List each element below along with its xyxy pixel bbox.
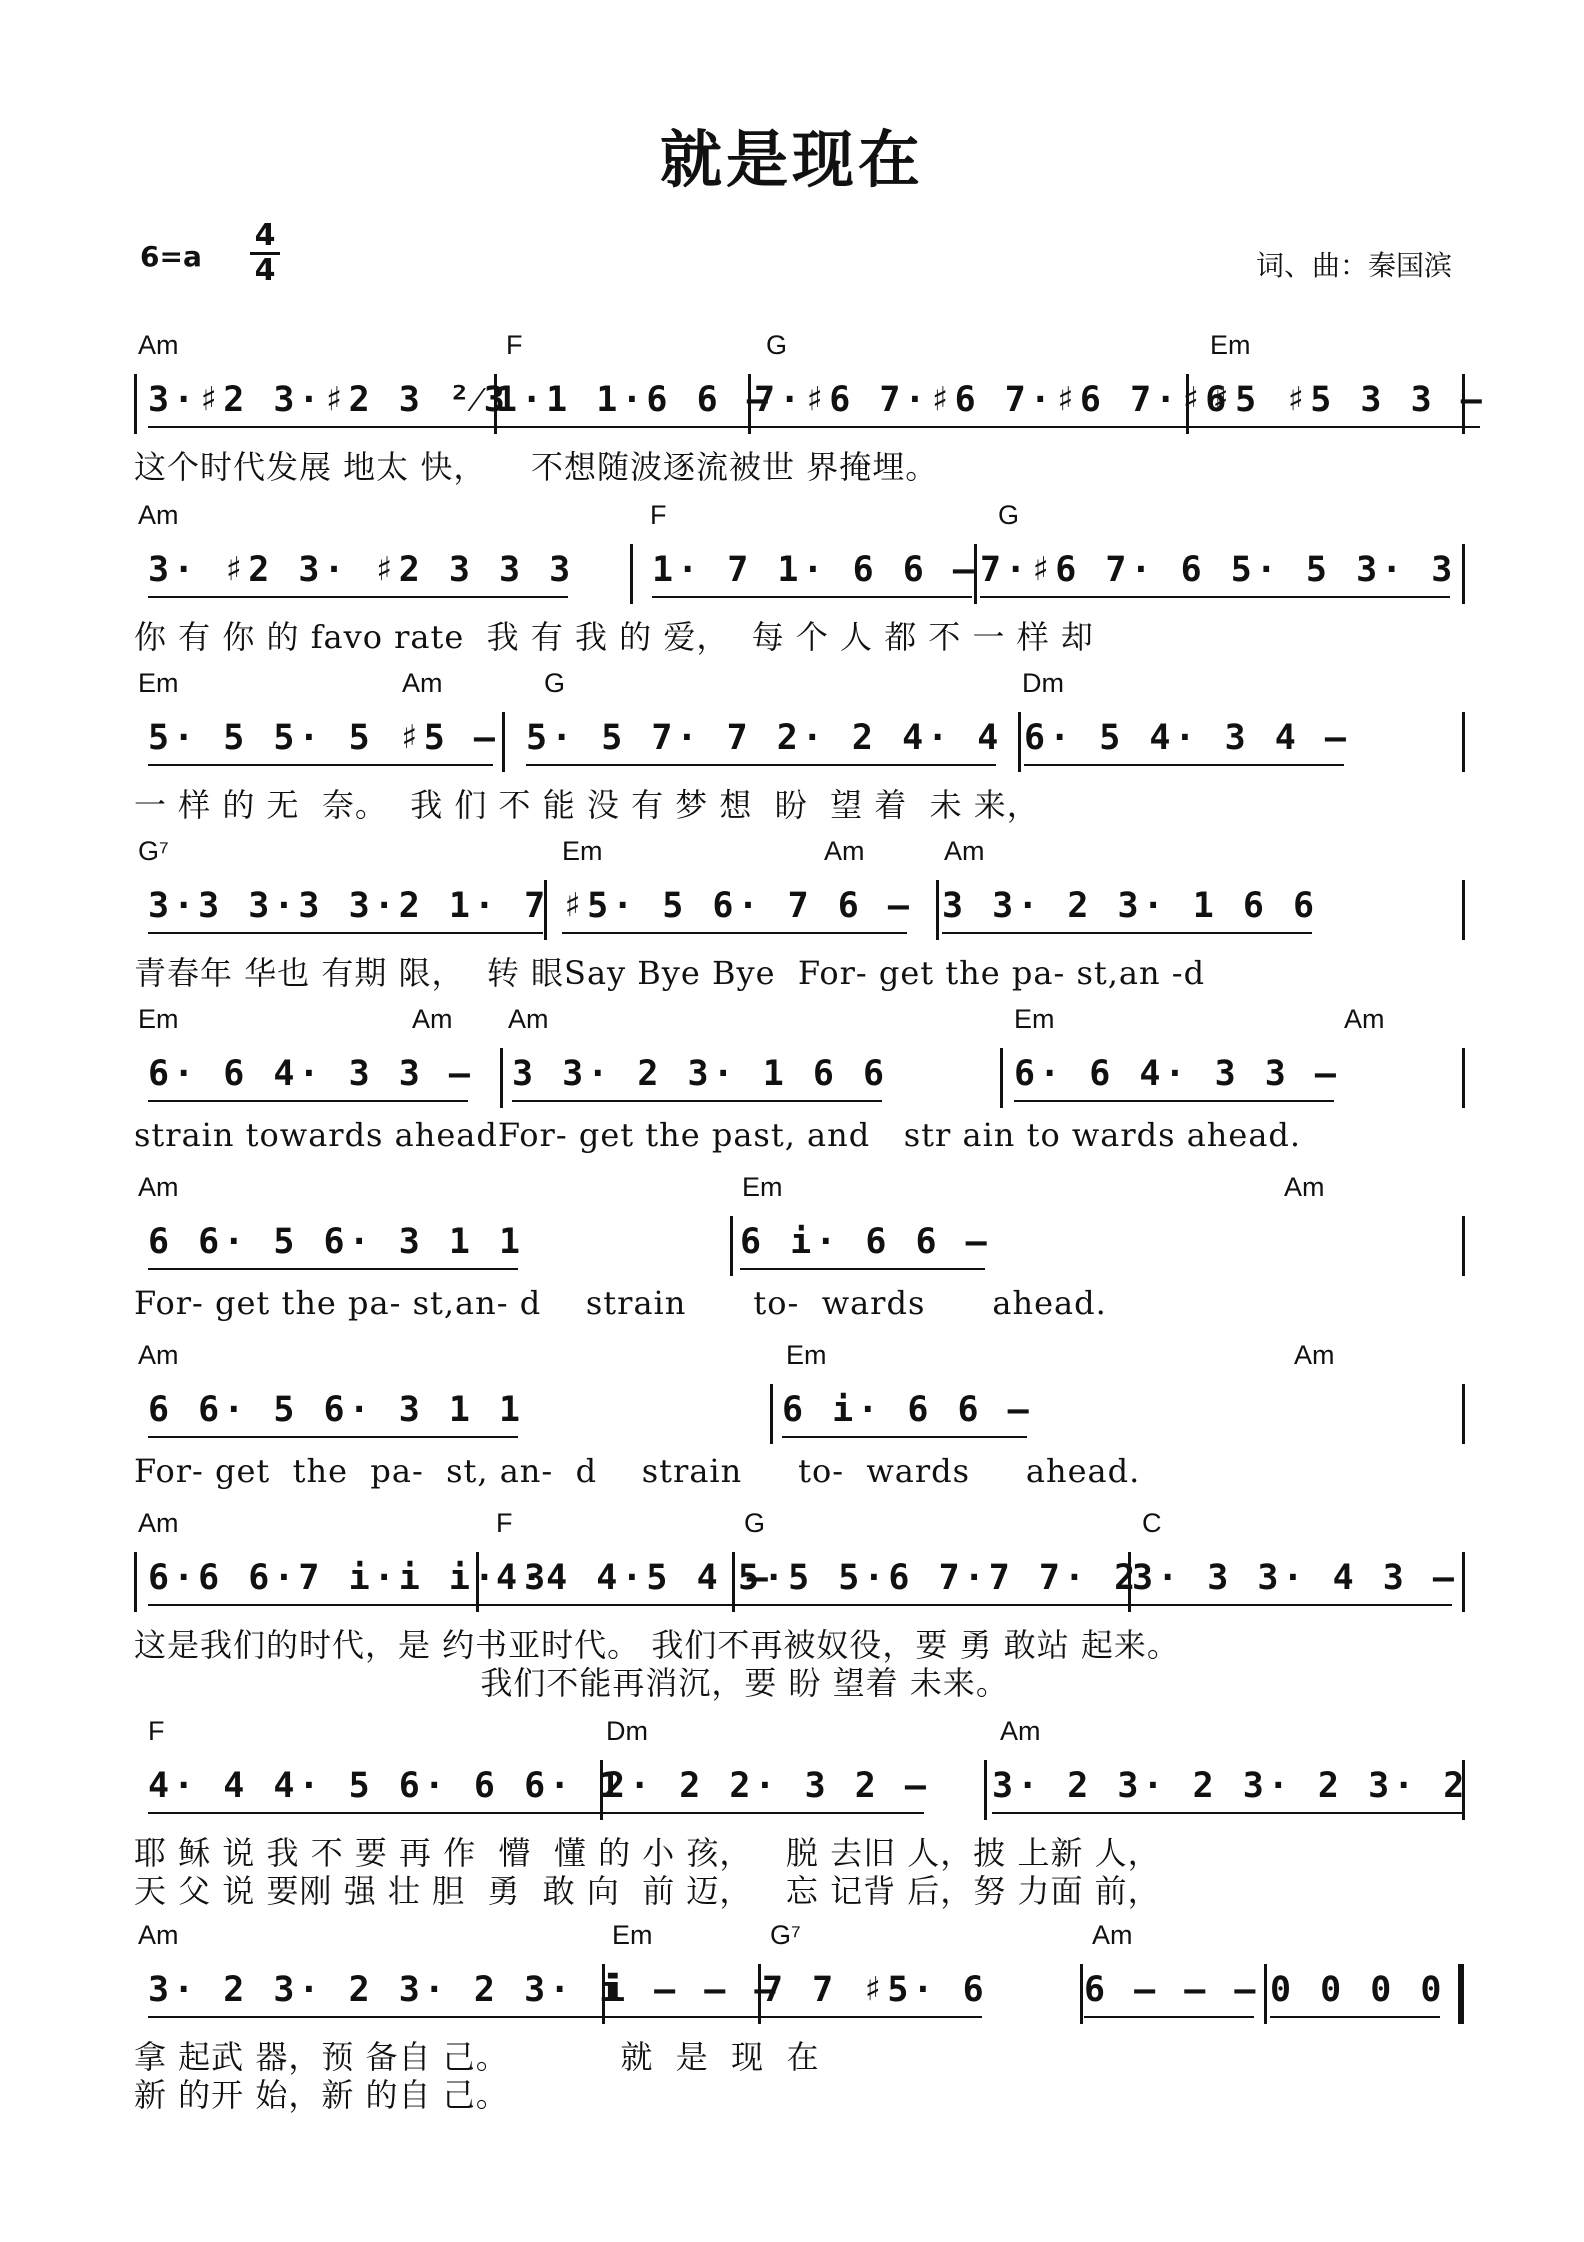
underline-beam <box>148 932 543 934</box>
measure-notes: 6 6· 5 6· 3 1 1 <box>148 1390 524 1430</box>
chord-row <box>134 1508 1464 1544</box>
chord-symbol: Am <box>944 836 985 866</box>
barline <box>730 1216 733 1276</box>
chord-row <box>134 668 1464 704</box>
chord-row <box>134 1340 1464 1376</box>
measure-notes: 7 7 ♯5· 6 <box>762 1970 988 2010</box>
underline-beam <box>496 1604 766 1606</box>
barline <box>758 1964 761 2024</box>
chord-row <box>134 1716 1464 1752</box>
lyrics-line-1: 拿 起武 器，预 备自 己。 就 是 现 在 <box>134 2038 820 2076</box>
notation-row <box>134 1964 1464 2024</box>
underline-beam <box>604 1812 924 1814</box>
barline <box>770 1384 773 1444</box>
lyrics-line-1: 耶 稣 说 我 不 要 再 作 懵 懂 的 小 孩， 脱 去旧 人，披 上新 人， <box>134 1834 1161 1872</box>
underline-beam <box>148 596 568 598</box>
chord-symbol: Am <box>138 330 179 360</box>
barline <box>1000 1048 1003 1108</box>
chord-symbol: G <box>544 668 566 698</box>
underline-beam <box>148 426 503 428</box>
underline-beam <box>148 1812 618 1814</box>
underline-beam <box>980 596 1450 598</box>
measure-notes: 6 i· 6 6 – <box>740 1222 991 1262</box>
measure-notes: 6 i· 6 6 – <box>782 1390 1033 1430</box>
lyrics-line-2: 新 的开 始，新 的自 己。 <box>134 2076 509 2114</box>
chord-symbol: Am <box>824 836 865 866</box>
lyrics-line-1: For- get the pa- st,an- d strain to- wards ahead. <box>134 1284 1107 1322</box>
score-system <box>134 668 1464 836</box>
barline <box>1462 544 1465 604</box>
measure-notes: 5·5 5·6 7·7 7· 2 <box>738 1558 1139 1598</box>
measure-notes: 3· ♯2 3· ♯2 3 3 3 <box>148 550 574 590</box>
barline <box>502 712 505 772</box>
underline-beam <box>782 1436 1027 1438</box>
lyrics-line-1: 你 有 你 的 favo rate 我 有 我 的 爱， 每 个 人 都 不 一 样 却 <box>134 618 1094 656</box>
measure-notes: 5· 5 5· 5 ♯5 – <box>148 718 499 758</box>
notation-row <box>134 1384 1464 1444</box>
chord-symbol: Am <box>138 1172 179 1202</box>
measure-notes: 5· 5 7· 7 2· 2 4· 4 <box>526 718 1002 758</box>
measure-notes: 2· 2 2· 3 2 – <box>604 1766 930 1806</box>
measure-notes: 6· 6 4· 3 3 – <box>1014 1054 1340 1094</box>
underline-beam <box>1084 2016 1254 2018</box>
chord-row <box>134 330 1464 366</box>
chord-symbol: G⁷ <box>770 1920 801 1950</box>
chord-symbol: F <box>496 1508 513 1538</box>
chord-symbol: Em <box>1014 1004 1055 1034</box>
notation-row <box>134 1552 1464 1612</box>
score-system <box>134 1340 1464 1508</box>
barline <box>936 880 939 940</box>
lyrics-line-1: 这个时代发展 地太 快， 不想随波逐流被世 界掩埋。 <box>134 448 939 486</box>
chord-symbol: Am <box>402 668 443 698</box>
chord-symbol: Am <box>1344 1004 1385 1034</box>
measure-notes: 6· 5 4· 3 4 – <box>1024 718 1350 758</box>
barline <box>732 1552 735 1612</box>
barline <box>1462 1552 1465 1612</box>
score-system <box>134 1172 1464 1340</box>
notation-row <box>134 544 1464 604</box>
barline <box>1264 1964 1267 2024</box>
measure-notes: 3· 3 3· 4 3 – <box>1132 1558 1458 1598</box>
song-title: 就是现在 <box>659 123 924 196</box>
underline-beam <box>562 932 907 934</box>
chord-symbol: Am <box>138 1920 179 1950</box>
underline-beam <box>148 1268 518 1270</box>
measure-notes: 7·♯6 7·♯6 7·♯6 7·♯6 <box>754 380 1230 420</box>
underline-beam <box>526 764 996 766</box>
chord-symbol: Em <box>1210 330 1251 360</box>
measure-notes: ♯5 ♯5 3 3 – <box>1210 380 1486 420</box>
measure-notes: 7·♯6 7· 6 5· 5 3· 3 <box>980 550 1456 590</box>
underline-beam <box>1270 2016 1440 2018</box>
measure-notes: 3·♯2 3·♯2 3 ²⁄3 <box>148 380 509 420</box>
score-system <box>134 1920 1464 2114</box>
measure-notes: 6·6 6·7 i·i i· 3 <box>148 1558 549 1598</box>
measure-notes: 4· 4 4· 5 6· 6 6· 1 <box>148 1766 624 1806</box>
composer-credit: 词、曲：秦国滨 <box>1255 249 1452 282</box>
lyrics-line-1: strain towards aheadFor- get the past, and str ain to wards ahead. <box>134 1116 1302 1154</box>
underline-beam <box>740 1268 985 1270</box>
chord-symbol: Am <box>1000 1716 1041 1746</box>
measure-notes: 4·4 4·5 4 – <box>496 1558 772 1598</box>
measure-notes: 3· 2 3· 2 3· 2 3· i <box>148 1970 624 2010</box>
underline-beam <box>1210 426 1480 428</box>
underline-beam <box>754 426 1224 428</box>
chord-symbol: G <box>744 1508 766 1538</box>
measure-notes: 6· 6 4· 3 3 – <box>148 1054 474 1094</box>
barline <box>1080 1964 1083 2024</box>
notation-row <box>134 374 1486 434</box>
barline <box>1462 1216 1465 1276</box>
underline-beam <box>512 1100 882 1102</box>
measure-notes: 0 0 0 0 <box>1270 1970 1446 2010</box>
chord-symbol: Am <box>1092 1920 1133 1950</box>
underline-beam <box>738 1604 1133 1606</box>
chord-row <box>134 836 1464 872</box>
lyrics-line-1: 这是我们的时代，是 约书亚时代。 我们不再被奴役，要 勇 敢站 起来。 <box>134 1626 1180 1664</box>
chord-symbol: G <box>766 330 788 360</box>
chord-symbol: Dm <box>1022 668 1064 698</box>
lyrics-line-2: 我们不能再消沉，要 盼 望着 未来。 <box>134 1664 1009 1702</box>
chord-symbol: Am <box>1284 1172 1325 1202</box>
underline-beam <box>148 1604 543 1606</box>
underline-beam <box>1132 1604 1452 1606</box>
chord-symbol: F <box>148 1716 165 1746</box>
underline-beam <box>148 764 493 766</box>
chord-symbol: Em <box>138 1004 179 1034</box>
chord-symbol: Em <box>562 836 603 866</box>
underline-beam <box>762 2016 982 2018</box>
chord-row <box>134 1004 1464 1040</box>
measure-notes: 1· 7 1· 6 6 – <box>652 550 978 590</box>
barline <box>500 1048 503 1108</box>
barline <box>1462 1384 1465 1444</box>
chord-row <box>134 500 1464 536</box>
chord-row <box>134 1172 1464 1208</box>
barline <box>476 1552 479 1612</box>
barline <box>544 880 547 940</box>
barline <box>1462 1760 1465 1820</box>
underline-beam <box>992 1812 1462 1814</box>
notation-row <box>134 1760 1469 1820</box>
chord-symbol: Em <box>742 1172 783 1202</box>
measure-notes: 3·3 3·3 3·2 1· 7 <box>148 886 549 926</box>
underline-beam <box>652 596 972 598</box>
lyrics-line-1: 一 样 的 无 奈。 我 们 不 能 没 有 梦 想 盼 望 着 未 来， <box>134 786 1040 824</box>
notation-row <box>134 1048 1464 1108</box>
measure-notes: 6 6· 5 6· 3 1 1 <box>148 1222 524 1262</box>
chord-row <box>134 1920 1464 1956</box>
chord-symbol: Dm <box>606 1716 648 1746</box>
underline-beam <box>148 2016 618 2018</box>
score-system <box>134 330 1486 498</box>
chord-symbol: Em <box>786 1340 827 1370</box>
barline <box>1128 1552 1131 1612</box>
barline <box>602 1964 605 2024</box>
chord-symbol: Am <box>138 500 179 530</box>
underline-beam <box>1024 764 1344 766</box>
measure-notes: 1·1 1·6 6 – <box>496 380 772 420</box>
time-signature-bottom: 4 <box>254 253 276 288</box>
final-barline <box>1458 1964 1464 2024</box>
measure-notes: ♯5· 5 6· 7 6 – <box>562 886 913 926</box>
measure-notes: 3· 2 3· 2 3· 2 3· 2 <box>992 1766 1468 1806</box>
lyrics-line-2: 天 父 说 要刚 强 壮 胆 勇 敢 向 前 迈， 忘 记背 后，努 力面 前， <box>134 1872 1161 1910</box>
chord-symbol: F <box>650 500 667 530</box>
barline <box>974 544 977 604</box>
chord-symbol: Am <box>508 1004 549 1034</box>
barline <box>1462 374 1465 434</box>
barline <box>600 1760 603 1820</box>
chord-symbol: Em <box>138 668 179 698</box>
start-barline <box>134 374 137 434</box>
underline-beam <box>148 1436 518 1438</box>
chord-symbol: F <box>506 330 523 360</box>
time-signature <box>248 220 282 287</box>
barline <box>1462 880 1465 940</box>
chord-symbol: Am <box>1294 1340 1335 1370</box>
score-system <box>134 500 1464 668</box>
barline <box>748 374 751 434</box>
chord-symbol: Am <box>412 1004 453 1034</box>
chord-symbol: Am <box>138 1508 179 1538</box>
score-system <box>134 1004 1464 1172</box>
repeat-start-barline <box>134 1552 137 1612</box>
underline-beam <box>604 2016 774 2018</box>
notation-row <box>134 880 1464 940</box>
measure-notes: 6 – – – <box>1084 1970 1260 2010</box>
underline-beam <box>942 932 1312 934</box>
chord-symbol: G⁷ <box>138 836 169 866</box>
notation-row <box>134 712 1464 772</box>
barline <box>984 1760 987 1820</box>
score-system <box>134 1716 1469 1910</box>
time-signature-top: 4 <box>254 218 276 253</box>
measure-notes: 3 3· 2 3· 1 6 6 <box>942 886 1318 926</box>
barline <box>1462 1048 1465 1108</box>
chord-symbol: G <box>998 500 1020 530</box>
chord-symbol: Am <box>138 1340 179 1370</box>
underline-beam <box>1014 1100 1334 1102</box>
lyrics-line-1: 青春年 华也 有期 限， 转 眼Say Bye Bye For- get the pa- st,an -d <box>134 954 1206 992</box>
score-system <box>134 836 1464 1004</box>
lyrics-line-1: For- get the pa- st, an- d strain to- wards ahead. <box>134 1452 1141 1490</box>
barline <box>1186 374 1189 434</box>
underline-beam <box>148 1100 468 1102</box>
measure-notes: i – – – <box>604 1970 780 2010</box>
chord-symbol: Em <box>612 1920 653 1950</box>
barline <box>494 374 497 434</box>
barline <box>1018 712 1021 772</box>
barline <box>630 544 633 604</box>
chord-symbol: C <box>1142 1508 1162 1538</box>
score-system <box>134 1508 1464 1702</box>
measure-notes: 3 3· 2 3· 1 6 6 <box>512 1054 888 1094</box>
notation-row <box>134 1216 1464 1276</box>
barline <box>1462 712 1465 772</box>
key-signature: 6=a <box>140 240 202 273</box>
underline-beam <box>496 426 766 428</box>
